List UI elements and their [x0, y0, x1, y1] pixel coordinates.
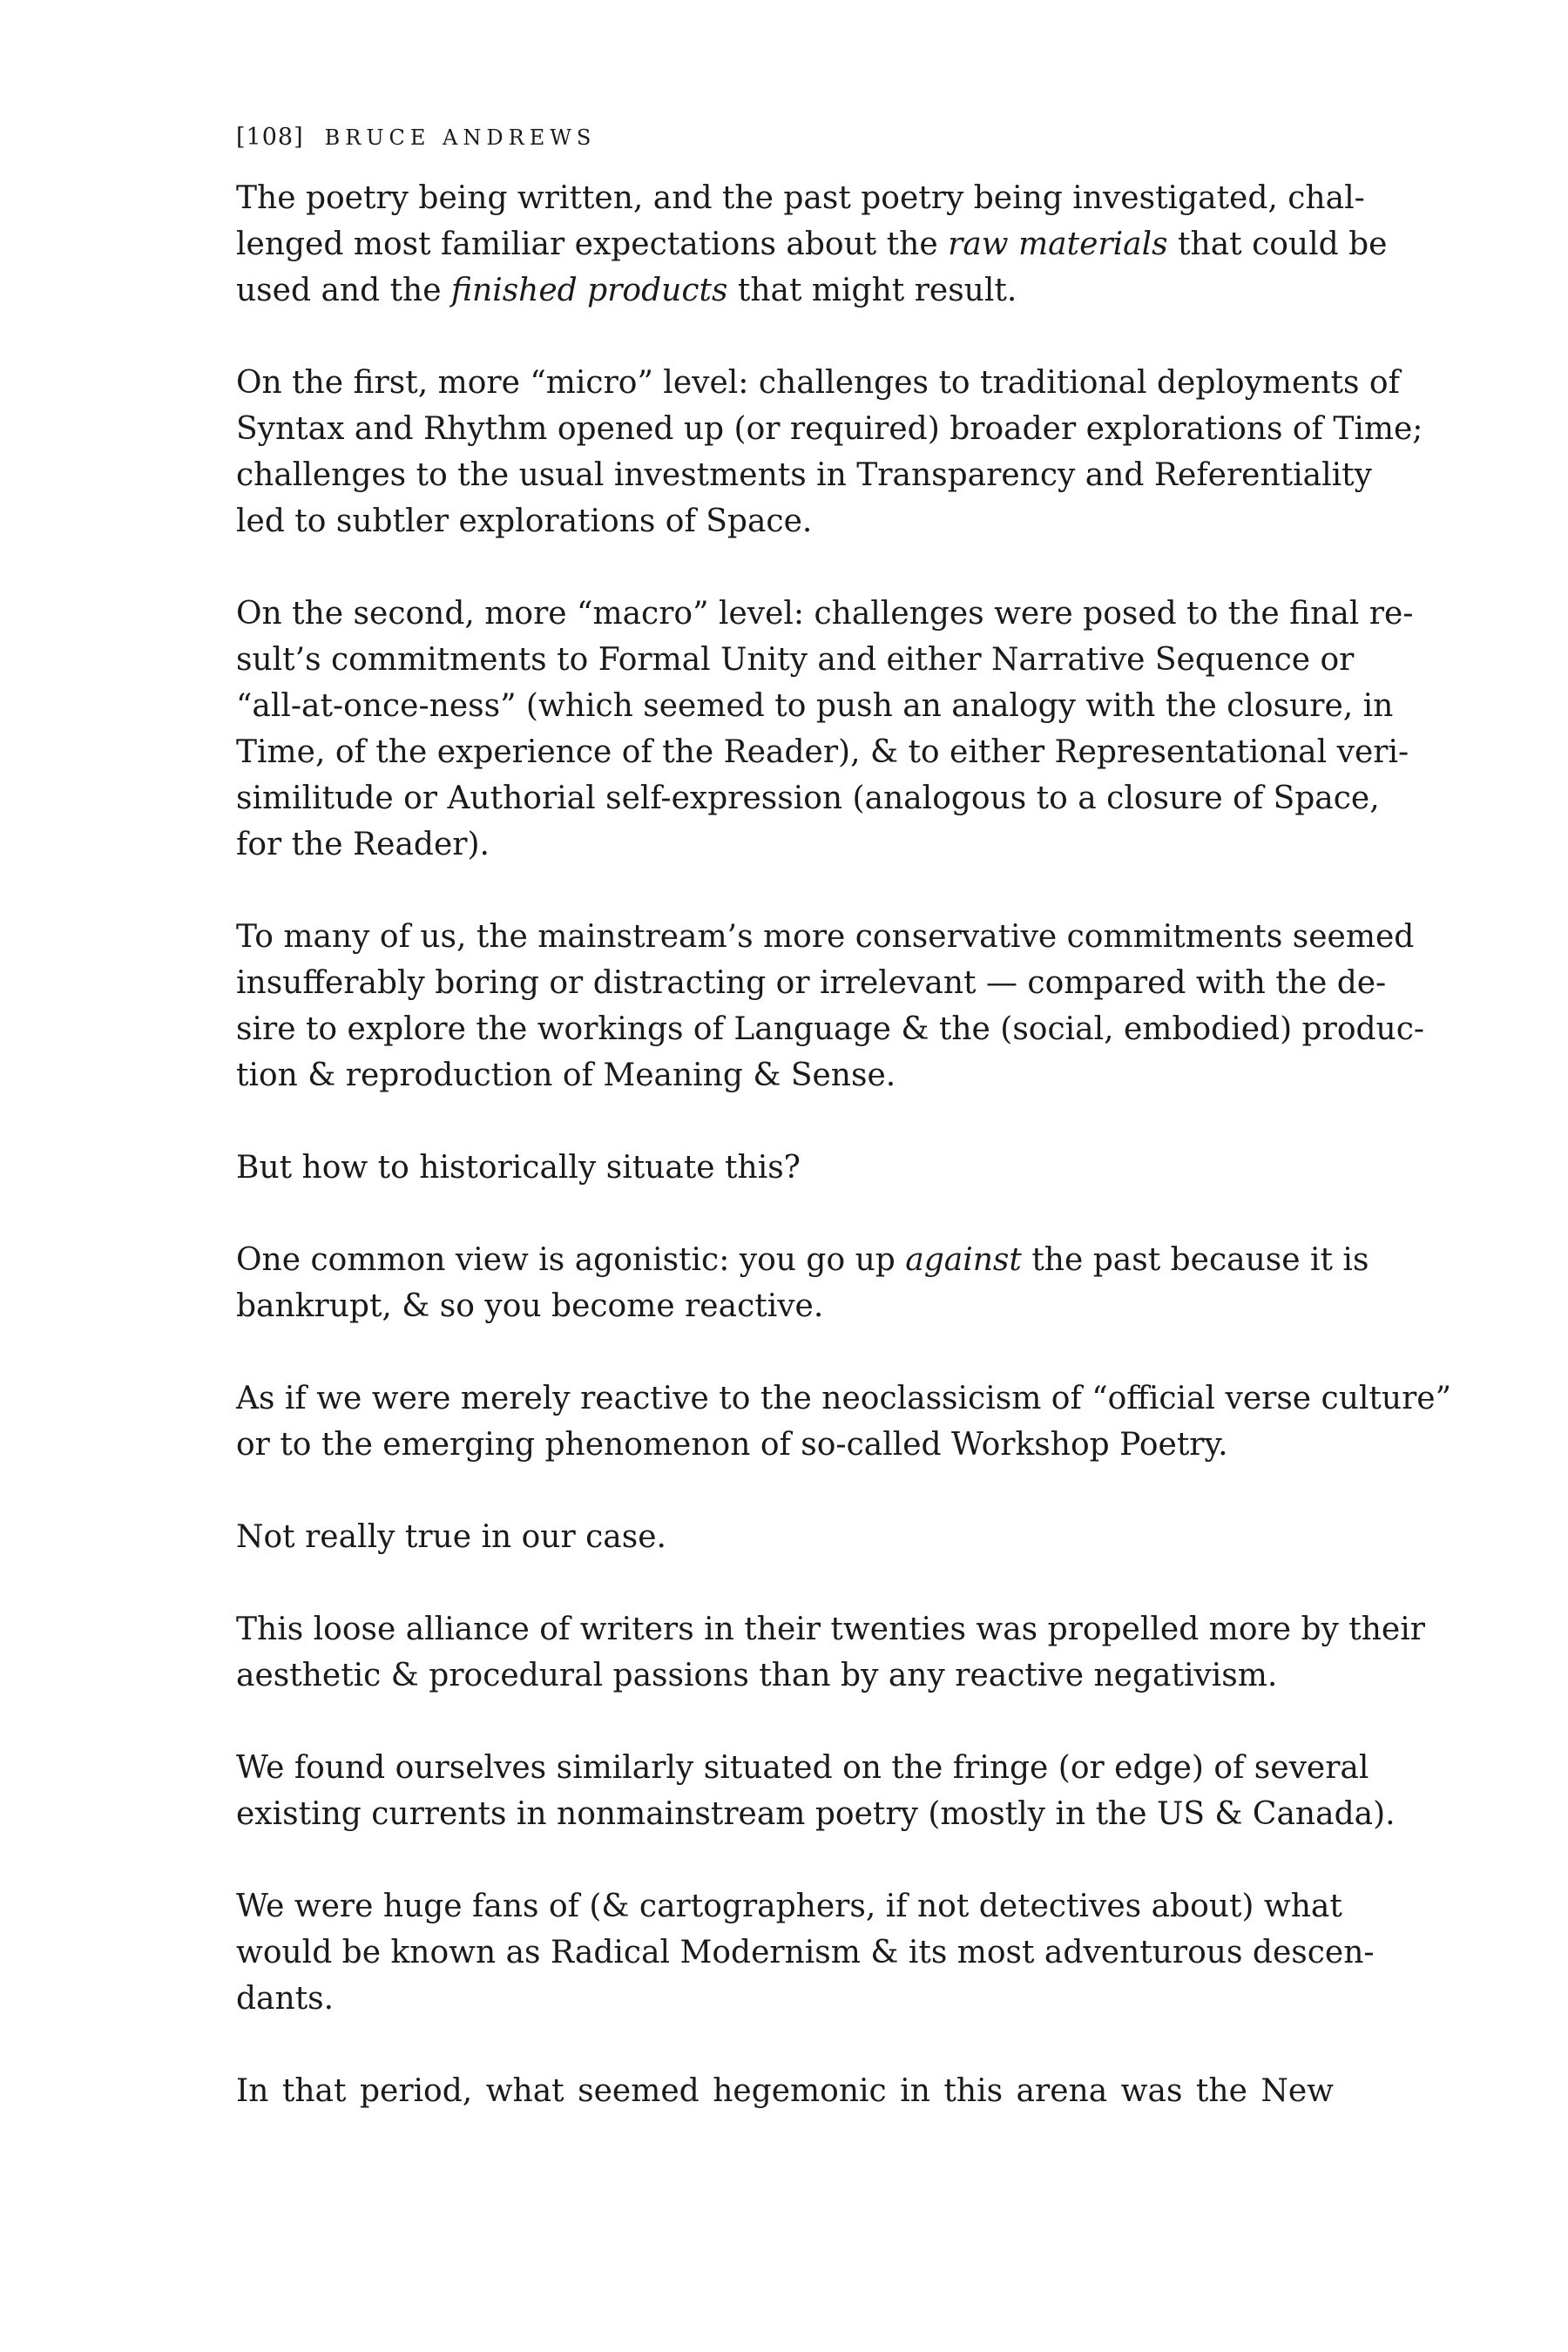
running-head: [236, 120, 596, 155]
paragraph: [236, 175, 1388, 314]
text-line: for the Reader).: [236, 827, 490, 862]
text-line: Syntax and Rhythm opened up (or required) broader explorations of Time;: [236, 411, 1423, 447]
text-line: challenges to the usual investments in Transparency and Referentiality: [236, 457, 1372, 493]
body-text: [236, 175, 1451, 2160]
author-name: BRUCE ANDREWS: [324, 125, 597, 150]
text-line: similitude or Authorial self-expression (analogous to a closure of Space,: [236, 781, 1380, 816]
text-line: We were huge fans of (& cartographers, if not detectives about) what: [236, 1889, 1342, 1924]
paragraph: [236, 1514, 1334, 1560]
text-line: existing currents in nonmainstream poetry (mostly in the US & Canada).: [236, 1796, 1396, 1832]
paragraph: [236, 2068, 1334, 2114]
text-line: insufferably boring or distracting or irrelevant — compared with the de-: [236, 965, 1387, 1001]
text-line: On the first, more “micro” level: challenges to traditional deployments of: [236, 365, 1400, 401]
text-line: Time, of the experience of the Reader), & to either Representational veri-: [236, 734, 1409, 770]
emphasis: finished products: [451, 273, 728, 308]
emphasis: against: [905, 1242, 1022, 1278]
text-line: led to subtler explorations of Space.: [236, 504, 813, 539]
text-line: would be known as Radical Modernism & its most adventurous descen-: [236, 1935, 1375, 1970]
text-line: lenged most familiar expectations about the raw materials that could be: [236, 226, 1388, 262]
text-line: used and the finished products that might result.: [236, 273, 1017, 308]
paragraph: [236, 1145, 1334, 1191]
text-line: aesthetic & procedural passions than by any reactive negativism.: [236, 1658, 1278, 1693]
text-line: In that period, what seemed hegemonic in this arena was the New: [236, 2073, 1334, 2109]
text-line: Not really true in our case.: [236, 1519, 666, 1555]
text-line: “all-at-once-ness” (which seemed to push an analogy with the closure, in: [236, 688, 1394, 724]
text-line: sult’s commitments to Formal Unity and either Narrative Sequence or: [236, 642, 1355, 678]
text-line: To many of us, the mainstream’s more conservative commitments seemed: [236, 919, 1415, 955]
text-line: The poetry being written, and the past poetry being investigated, chal-: [236, 180, 1365, 216]
text-line: But how to historically situate this?: [236, 1150, 801, 1186]
text-line: tion & reproduction of Meaning & Sense.: [236, 1058, 896, 1093]
text-line: dants.: [236, 1981, 335, 2017]
paragraph: [236, 1883, 1375, 2022]
paragraph: [236, 360, 1423, 544]
paragraph: [236, 1375, 1451, 1468]
text-line: As if we were merely reactive to the neoclassicism of “official verse culture”: [236, 1381, 1451, 1416]
paragraph: [236, 1745, 1396, 1837]
text-line: On the second, more “macro” level: challenges were posed to the final re-: [236, 596, 1414, 632]
text-line: We found ourselves similarly situated on the fringe (or edge) of several: [236, 1750, 1369, 1786]
text-line: or to the emerging phenomenon of so-called Workshop Poetry.: [236, 1427, 1228, 1463]
emphasis: raw materials: [948, 226, 1168, 262]
page-number: [108]: [236, 124, 304, 151]
text-line: This loose alliance of writers in their twenties was propelled more by their: [236, 1612, 1425, 1647]
paragraph: [236, 1606, 1425, 1699]
paragraph: [236, 914, 1425, 1098]
paragraph: [236, 591, 1414, 868]
text-line: sire to explore the workings of Language & the (social, embodied) produc-: [236, 1011, 1425, 1047]
text-line: bankrupt, & so you become reactive.: [236, 1288, 824, 1324]
paragraph: [236, 1237, 1369, 1329]
text-line: One common view is agonistic: you go up against the past because it is: [236, 1242, 1369, 1278]
